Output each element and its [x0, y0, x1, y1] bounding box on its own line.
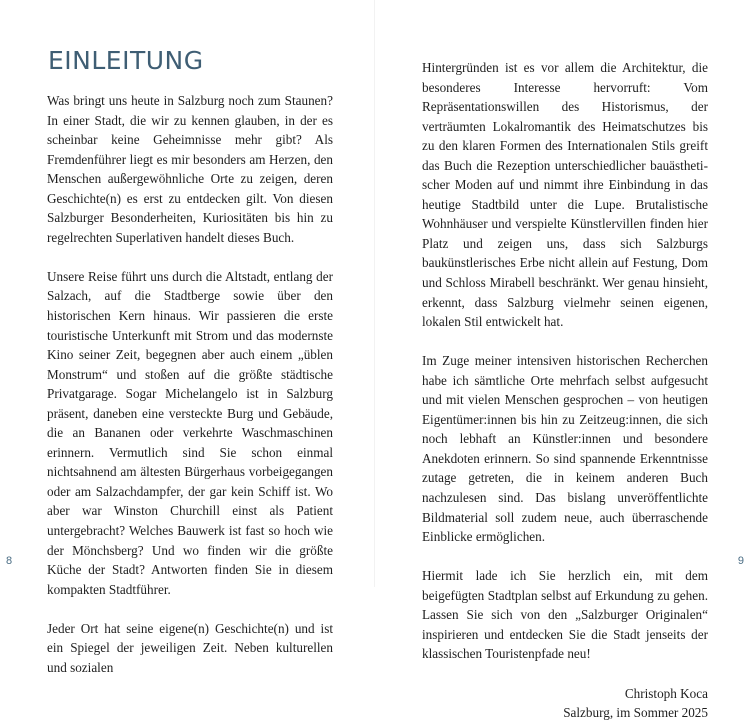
- chapter-heading: EINLEITUNG: [48, 46, 204, 75]
- author-name: Christoph Koca: [624, 685, 708, 701]
- right-page: [375, 0, 750, 721]
- signature-block: [422, 684, 708, 723]
- paragraph: Was bringt uns heute in Salzburg noch zum Staunen? In einer Stadt, die wir zu kennen glauben, in der es scheinbar keine Geheimnisse mehr gibt? Als Fremdenführer liegt es mir besonders am Herzen, den Menschen außergewöhnliche Orte zu zeigen, deren Geschichte(n) es erst zu entdecken gilt. Von diesen Salzburger Besonderheiten, Kuriositäten bis hin zu regelrechten Superlativen handelt dieses Buch.: [47, 93, 333, 245]
- page-number-right: 9: [737, 555, 744, 567]
- paragraph: Jeder Ort hat seine eigene(n) Geschichte(n) und ist ein Spiegel der jeweiligen Zeit. Neben kulturellen und sozialen: [47, 620, 333, 675]
- paragraph: Unsere Reise führt uns durch die Altstadt, entlang der Salzach, auf die Stadtberge sowie über den historischen Kern hinaus. Wir passieren die erste touristische Unterkunft mit Strom und das modernste Kino seiner Zeit, begegnen aber auch einem „üblen Monstrum“ und stoßen auf die größte städtische Privatgarage. Sogar Michelangelo ist in Salzburg präsent, daneben eine versteckte Burg und Gebäude, die an Bananen oder verkehrte Waschmaschinen erinnern. Vermutlich sind Sie schon einmal nichtsahnend am ältesten Bürgerhaus vorbeigegangen oder am Salzachdampfer, der gar kein Schiff ist. Wo aber war Winston Churchill einst als Patient untergebracht? Welches Bauwerk ist fast so hoch wie der Mönchsberg? Und wo finden wir die größte Küche der Stadt? Antworten finden Sie in diesem kompakten Stadtführer.: [47, 268, 333, 597]
- left-text-column: [47, 91, 333, 677]
- page-number-left: 8: [6, 555, 13, 567]
- left-page: [0, 0, 375, 675]
- place-and-date: Salzburg, im Sommer 2025: [563, 705, 708, 721]
- paragraph: Hiermit lade ich Sie herzlich ein, mit dem beigefügten Stadtplan selbst auf Erkundung zu gehen. Lassen Sie sich von den „Salzburger Originalen“ inspirieren und entdecken Sie die Stadt jenseits der klassischen Touristenpfade neu!: [422, 568, 708, 662]
- paragraph: Hintergründen ist es vor allem die Architektur, die besonderes Interesse hervorruft: Vom Repräsentationswillen des Historismus, der verträumten Lokalromantik des Heimatschutzes bis zu den klaren Formen des Internationalen Stils greift das Buch die Rezeption unterschiedlicher bauästhetischer Moden auf und nimmt ihre Einbindung in das heutige Stadtbild unter die Lupe. Brutalistische Wohnhäuser und verspielte Künstlervillen finden hier Platz und zeigen uns, dass sich Salzburgs baukünstlerisches Erbe nicht allein auf Festung, Dom und Schloss Mirabell beschränkt. Wer genau hinsieht, erkennt, dass Salzburg vielmehr seinen eigenen, lokalen Stil entwickelt hat.: [422, 60, 708, 330]
- paragraph: Im Zuge meiner intensiven historischen Recherchen habe ich sämtliche Orte mehrfach selbst aufgesucht und mit vielen Menschen gesprochen – von heutigen Eigentümer:innen bis hin zu Zeitzeug:innen, die sich noch lebhaft an Künstler:innen und besondere Anekdoten erinnern. So sind spannende Erkenntnisse zutage getreten, die in keinem anderen Buch nachzulesen sind. Das bislang unveröffentlichte Bildmaterial soll zudem neue, auch überraschende Einblicke ermöglichen.: [422, 353, 708, 545]
- right-text-column: [422, 58, 708, 723]
